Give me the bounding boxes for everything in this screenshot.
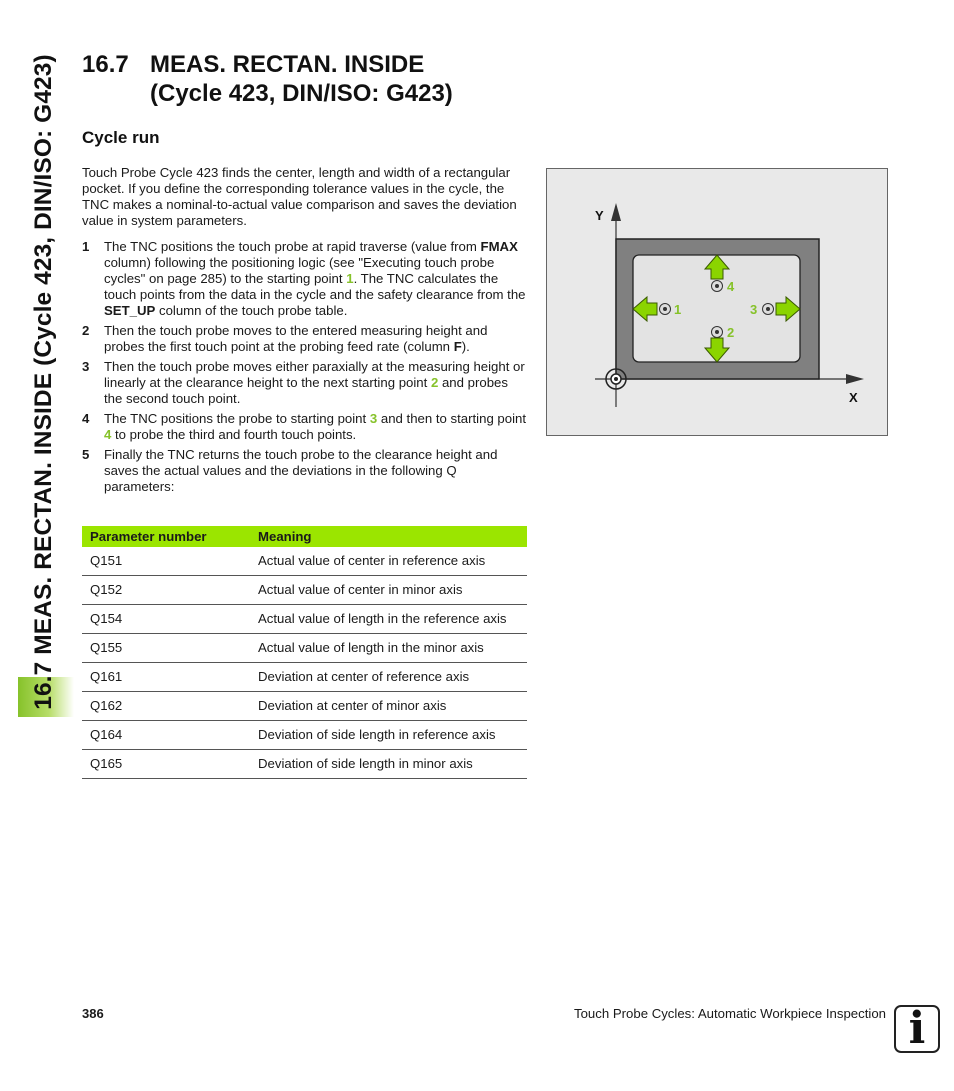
- meaning-cell: Deviation at center of minor axis: [250, 692, 527, 721]
- step-text: to probe the third and fourth touch points.: [111, 427, 357, 442]
- step-number: 2: [82, 323, 90, 338]
- param-cell: Q155: [82, 634, 250, 663]
- param-cell: Q164: [82, 721, 250, 750]
- param-cell: Q151: [82, 547, 250, 576]
- list-item: [82, 359, 527, 407]
- step-text: column) following the positioning logic (see "Executing touch probe cycles" on page 285) to the starting point: [104, 255, 495, 286]
- y-axis-arrow-icon: [611, 203, 621, 221]
- section-heading: Cycle run: [82, 128, 160, 147]
- step-keyword: FMAX: [480, 239, 518, 254]
- table-header-row: [82, 526, 527, 547]
- meaning-cell: Actual value of length in the reference axis: [250, 605, 527, 634]
- meaning-cell: Deviation of side length in minor axis: [250, 750, 527, 779]
- x-axis-label: X: [849, 390, 858, 405]
- step-number: 5: [82, 447, 90, 462]
- touch-point-4-center: [715, 284, 719, 288]
- param-cell: Q165: [82, 750, 250, 779]
- list-item: [82, 447, 527, 495]
- table-row: [82, 721, 527, 750]
- info-icon: [894, 1005, 940, 1053]
- table-row: [82, 547, 527, 576]
- datum-center: [614, 377, 618, 381]
- param-cell: Q152: [82, 576, 250, 605]
- point-label-3: 3: [750, 302, 758, 317]
- page-number: 386: [82, 1006, 104, 1021]
- step-number: 4: [82, 411, 90, 426]
- title-line-1: MEAS. RECTAN. INSIDE: [150, 51, 425, 78]
- meaning-cell: Actual value of center in reference axis: [250, 547, 527, 576]
- point-label-1: 1: [674, 302, 682, 317]
- y-axis-label: Y: [595, 208, 604, 223]
- list-item: [82, 411, 527, 443]
- step-text: . The TNC calculates the touch points from the data in the cycle and the safety clearance from the: [104, 271, 526, 302]
- cycle-diagram: [546, 168, 888, 436]
- meaning-cell: Deviation of side length in reference axis: [250, 721, 527, 750]
- point-ref: 1: [346, 271, 354, 286]
- table-row: [82, 750, 527, 779]
- param-cell: Q154: [82, 605, 250, 634]
- step-text: Then the touch probe moves to the entered measuring height and probes the first touch point at the probing feed rate (column: [104, 323, 488, 354]
- touch-point-1-center: [663, 307, 667, 311]
- page-title: [82, 50, 453, 108]
- step-text: Finally the TNC returns the touch probe to the clearance height and saves the actual values and the deviations in the following Q parameters:: [104, 447, 498, 494]
- step-text: column of the touch probe table.: [155, 303, 348, 318]
- step-number: 3: [82, 359, 90, 374]
- intro-paragraph: Touch Probe Cycle 423 finds the center, length and width of a rectangular pocket. If you define the corresponding tolerance values in the cycle, the TNC makes a nominal-to-actual value comparison and saves the deviation value in system parameters.: [82, 165, 517, 228]
- header-meaning: Meaning: [250, 526, 527, 547]
- table-row: [82, 663, 527, 692]
- header-parameter-number: Parameter number: [82, 526, 250, 547]
- point-ref: 4: [104, 427, 112, 442]
- list-item: [82, 323, 527, 355]
- point-ref: 2: [430, 375, 439, 390]
- body-column: [82, 165, 527, 499]
- table-row: [82, 576, 527, 605]
- section-number: 16.7: [82, 51, 129, 78]
- point-ref: 3: [369, 411, 378, 426]
- step-number: 1: [82, 239, 90, 254]
- param-cell: Q161: [82, 663, 250, 692]
- info-glyph: i: [908, 1003, 926, 1054]
- touch-point-2-center: [715, 330, 719, 334]
- step-list: [82, 239, 527, 495]
- title-line-2: (Cycle 423, DIN/ISO: G423): [150, 80, 453, 107]
- step-keyword: SET_UP: [104, 303, 156, 318]
- side-chapter-title: 16.7 MEAS. RECTAN. INSIDE (Cycle 423, DIN/ISO: G423): [30, 54, 57, 710]
- meaning-cell: Actual value of length in the minor axis: [250, 634, 527, 663]
- table-row: [82, 692, 527, 721]
- footer-chapter-title: Touch Probe Cycles: Automatic Workpiece Inspection: [573, 1006, 886, 1021]
- x-axis-arrow-icon: [846, 374, 864, 384]
- meaning-cell: Deviation at center of reference axis: [250, 663, 527, 692]
- param-cell: Q162: [82, 692, 250, 721]
- diagram-svg: [547, 169, 887, 435]
- list-item: [82, 239, 527, 319]
- step-text: ).: [461, 339, 470, 354]
- step-text: Then the touch probe moves either paraxially at the measuring height or linearly at the clearance height to the next starting point: [104, 359, 525, 390]
- step-keyword: F: [453, 339, 462, 354]
- step-text: and then to starting point: [377, 411, 527, 426]
- point-label-4: 4: [727, 279, 735, 294]
- table-row: [82, 634, 527, 663]
- step-text: and probes the second touch point.: [104, 375, 508, 406]
- table-row: [82, 605, 527, 634]
- step-text: The TNC positions the touch probe at rapid traverse (value from: [104, 239, 481, 254]
- meaning-cell: Actual value of center in minor axis: [250, 576, 527, 605]
- point-label-2: 2: [727, 325, 735, 340]
- touch-point-3-center: [766, 307, 770, 311]
- q-parameter-table: [82, 526, 527, 779]
- step-text: The TNC positions the probe to starting point: [104, 411, 370, 426]
